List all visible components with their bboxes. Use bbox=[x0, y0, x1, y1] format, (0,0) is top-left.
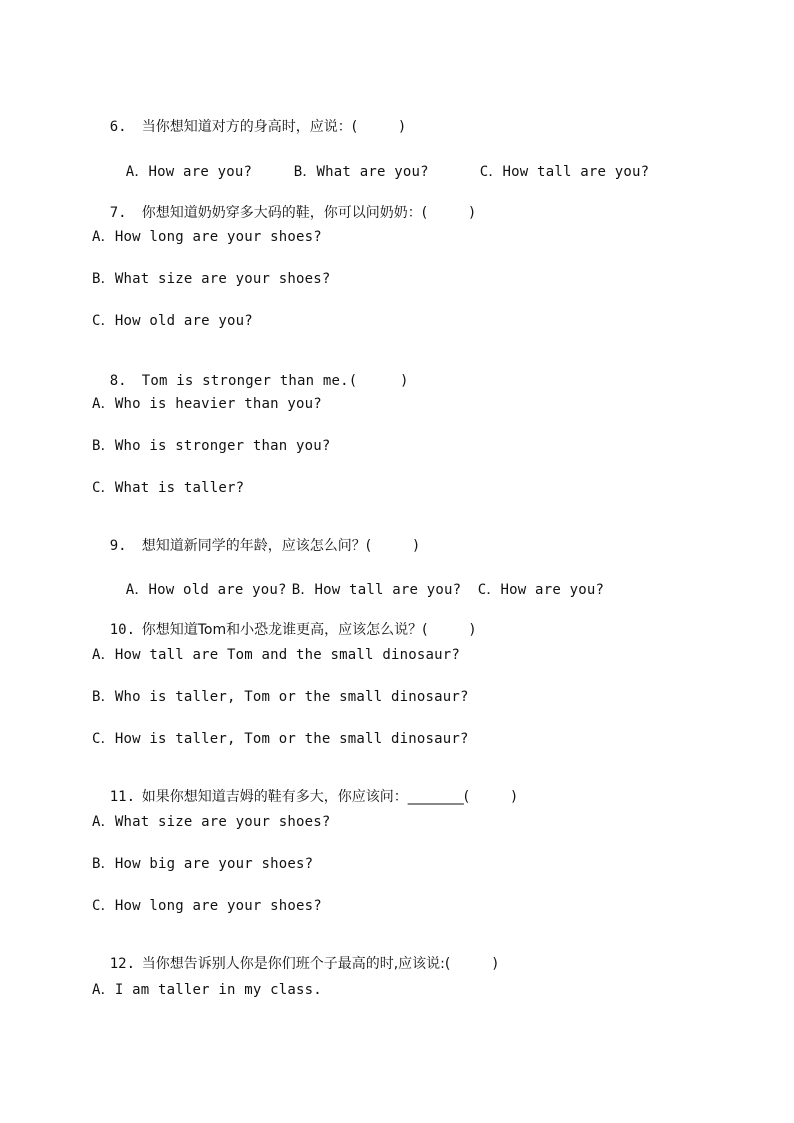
question-text: 你想知道Tom和小恐龙谁更高，应该怎么说？( ) bbox=[141, 622, 476, 638]
option-c: C．How tall are you? bbox=[479, 164, 650, 180]
option-a: A．How old are you? bbox=[125, 582, 287, 598]
question-number: 11. bbox=[109, 789, 136, 805]
option-b: B．How tall are you? bbox=[291, 582, 462, 598]
option-a: A．How are you? bbox=[125, 164, 253, 180]
option-a: A．How long are your shoes? bbox=[92, 229, 322, 245]
option-c: C．How old are you? bbox=[92, 313, 253, 329]
option-c: C．How long are your shoes? bbox=[92, 898, 322, 914]
question-number: 6. bbox=[109, 119, 127, 135]
question-text: 你想知道奶奶穿多大码的鞋，你可以问奶奶：( ) bbox=[141, 205, 475, 221]
option-c: C．How is taller, Tom or the small dinosaur? bbox=[92, 731, 469, 747]
question-number: 8. bbox=[109, 373, 127, 389]
option-a: A．What size are your shoes? bbox=[92, 814, 331, 830]
option-a: A．I am taller in my class. bbox=[92, 982, 322, 998]
option-b: B．How big are your shoes? bbox=[92, 856, 314, 872]
question-text: 想知道新同学的年龄，应该怎么问？( ) bbox=[141, 538, 419, 554]
question-number: 9. bbox=[109, 538, 127, 554]
option-c: C．What is taller? bbox=[92, 480, 245, 496]
option-b: B．What size are your shoes? bbox=[92, 271, 331, 287]
option-b: B．Who is taller, Tom or the small dinosaur? bbox=[92, 689, 469, 705]
question-text: 当你想知道对方的身高时，应说：( ) bbox=[141, 119, 405, 135]
question-number: 12. bbox=[109, 956, 136, 972]
option-a: A．How tall are Tom and the small dinosaur? bbox=[92, 647, 460, 663]
question-text: 如果你想知道吉姆的鞋有多大，你应该问：________( ) bbox=[141, 789, 517, 805]
question-number: 10. bbox=[109, 622, 136, 638]
option-b: B．Who is stronger than you? bbox=[92, 438, 331, 454]
option-b: B．What are you? bbox=[293, 164, 429, 180]
question-text: 当你想告诉别人你是你们班个子最高的时,应该说:( ) bbox=[141, 956, 498, 972]
question-text: Tom is stronger than me.( ) bbox=[141, 373, 409, 389]
option-c: C．How are you? bbox=[477, 582, 605, 598]
option-a: A．Who is heavier than you? bbox=[92, 396, 322, 412]
question-number: 7. bbox=[109, 205, 127, 221]
